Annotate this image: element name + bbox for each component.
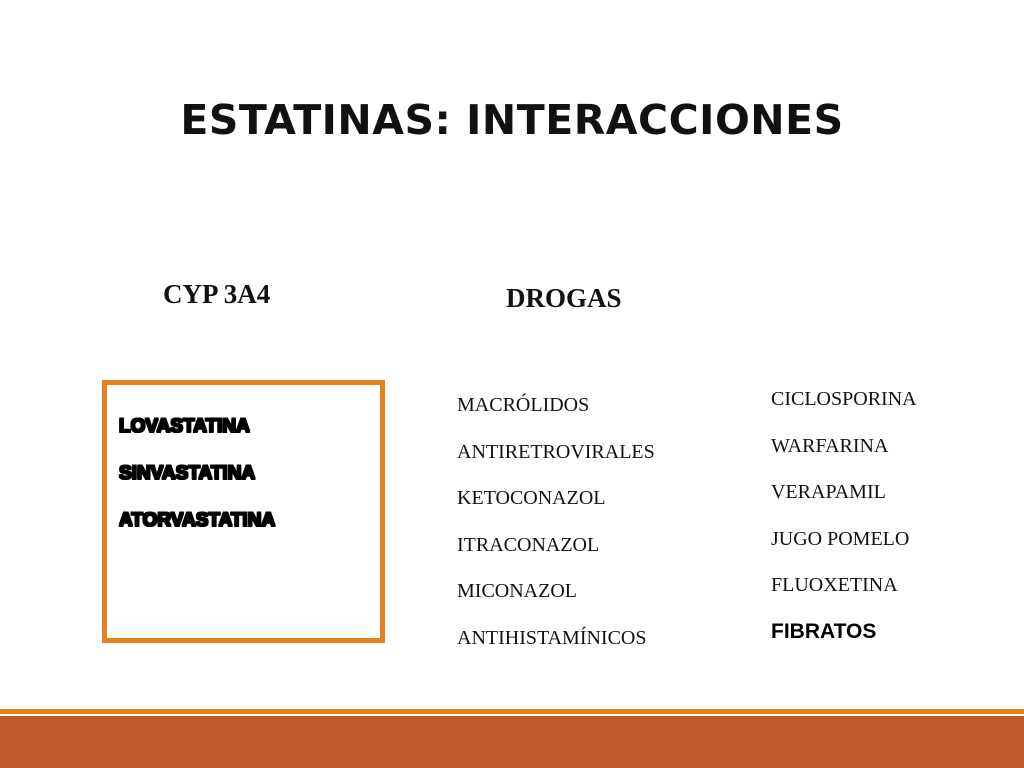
cyp-heading: CYP 3A4 — [163, 279, 271, 309]
statin-item: LOVASTATINA — [119, 416, 250, 437]
footer-band — [0, 716, 1024, 768]
drug-item: WARFARINA — [771, 434, 889, 457]
drug-item: FLUOXETINA — [771, 574, 898, 596]
drug-list-left — [457, 392, 655, 671]
statin-item: ATORVASTATINA — [119, 510, 276, 531]
drug-item: ITRACONAZOL — [457, 533, 600, 556]
drug-item: JUGO POMELO — [771, 527, 910, 550]
drogas-heading: DROGAS — [506, 283, 622, 313]
drug-item: ANTIHISTAMÍNICOS — [457, 626, 647, 649]
drug-item: ANTIRETROVIRALES — [457, 440, 655, 463]
drug-item-emphasized: FIBRATOS — [771, 619, 877, 643]
statin-list — [119, 414, 275, 555]
drug-item: CICLOSPORINA — [771, 388, 917, 410]
statin-item: SINVASTATINA — [119, 463, 256, 484]
drug-item: MACRÓLIDOS — [457, 394, 590, 416]
footer-accent-line — [0, 709, 1024, 714]
drug-item: MICONAZOL — [457, 580, 577, 602]
drug-list-right — [771, 386, 917, 665]
drug-item: VERAPAMIL — [771, 481, 886, 503]
drug-item: KETOCONAZOL — [457, 487, 606, 509]
slide-title: ESTATINAS: INTERACCIONES — [180, 96, 844, 144]
